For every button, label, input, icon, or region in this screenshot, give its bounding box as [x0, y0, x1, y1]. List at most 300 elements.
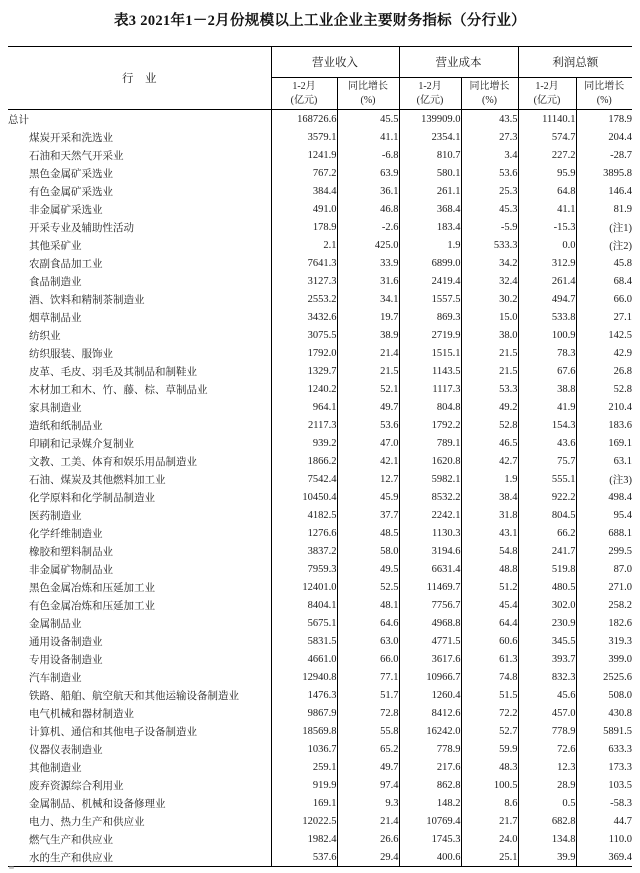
cost-value-cell: 368.4 [399, 200, 461, 218]
cost-value-cell: 1.9 [399, 236, 461, 254]
cost-growth-cell: 54.8 [461, 542, 518, 560]
cost-value-cell: 1260.4 [399, 686, 461, 704]
cost-value-cell: 139909.0 [399, 110, 461, 129]
cost-value-cell: 1620.8 [399, 452, 461, 470]
revenue-growth-cell: -6.8 [337, 146, 399, 164]
profit-growth-cell: 45.8 [576, 254, 632, 272]
cost-value-cell: 1143.5 [399, 362, 461, 380]
table-row [8, 110, 632, 129]
table-row [8, 398, 632, 416]
profit-growth-cell: 688.1 [576, 524, 632, 542]
cost-growth-cell: 3.4 [461, 146, 518, 164]
growth-label: 同比增长 [469, 81, 510, 92]
profit-value-cell: 78.3 [518, 344, 576, 362]
profit-growth-cell: 430.8 [576, 704, 632, 722]
profit-growth-cell: 103.5 [576, 776, 632, 794]
revenue-value-cell: 1241.9 [271, 146, 337, 164]
table-row [8, 182, 632, 200]
table-row [8, 560, 632, 578]
profit-value-cell: 66.2 [518, 524, 576, 542]
cost-value-cell: 11469.7 [399, 578, 461, 596]
cost-value-cell: 8532.2 [399, 488, 461, 506]
profit-growth-cell: 173.3 [576, 758, 632, 776]
unit-label: (亿元) [290, 94, 318, 106]
cost-growth-cell: 48.3 [461, 758, 518, 776]
profit-value-cell: 555.1 [518, 470, 576, 488]
revenue-amount-header [271, 78, 337, 110]
table-row [8, 578, 632, 596]
cost-value-cell: 789.1 [399, 434, 461, 452]
growth-label: 同比增长 [584, 81, 625, 92]
cost-value-cell: 4968.8 [399, 614, 461, 632]
revenue-growth-cell: 72.8 [337, 704, 399, 722]
cost-growth-cell: 32.4 [461, 272, 518, 290]
profit-growth-cell: 146.4 [576, 182, 632, 200]
revenue-value-cell: 7641.3 [271, 254, 337, 272]
industry-cell: 总计 [8, 114, 29, 126]
cost-growth-cell: 49.2 [461, 398, 518, 416]
cost-growth-cell: 48.8 [461, 560, 518, 578]
table-row [8, 614, 632, 632]
page-title: 表3 2021年1－2月份规模以上工业企业主要财务指标（分行业） [114, 13, 526, 29]
industry-cell: 黑色金属矿采选业 [29, 168, 113, 180]
revenue-value-cell: 3127.3 [271, 272, 337, 290]
revenue-growth-cell: 21.4 [337, 812, 399, 830]
table-header [8, 47, 632, 110]
cost-growth-cell: 59.9 [461, 740, 518, 758]
percent-label: (%) [482, 94, 497, 106]
revenue-growth-cell: 63.0 [337, 632, 399, 650]
industry-cell: 专用设备制造业 [29, 654, 103, 666]
cost-growth-cell: 53.6 [461, 164, 518, 182]
profit-growth-cell: 178.9 [576, 110, 632, 129]
profit-value-cell: 0.5 [518, 794, 576, 812]
cost-value-cell: 4771.5 [399, 632, 461, 650]
profit-group-header: 利润总额 [518, 47, 632, 78]
cost-growth-cell: 38.0 [461, 326, 518, 344]
industry-cell: 印刷和记录媒介复制业 [29, 438, 134, 450]
cost-growth-cell: 46.5 [461, 434, 518, 452]
table-row [8, 452, 632, 470]
revenue-value-cell: 169.1 [271, 794, 337, 812]
revenue-value-cell: 1792.0 [271, 344, 337, 362]
revenue-growth-cell: 48.5 [337, 524, 399, 542]
industry-cell: 皮革、毛皮、羽毛及其制品和制鞋业 [29, 366, 197, 378]
profit-value-cell: -15.3 [518, 218, 576, 236]
revenue-value-cell: 3075.5 [271, 326, 337, 344]
profit-growth-cell: (注2) [576, 236, 632, 254]
profit-growth-cell: 44.7 [576, 812, 632, 830]
revenue-growth-cell: 66.0 [337, 650, 399, 668]
revenue-growth-header [337, 78, 399, 110]
industry-cell: 废弃资源综合利用业 [29, 780, 124, 792]
revenue-value-cell: 7542.4 [271, 470, 337, 488]
financial-indicators-table [8, 46, 632, 867]
cost-value-cell: 810.7 [399, 146, 461, 164]
profit-growth-cell: 204.4 [576, 128, 632, 146]
profit-value-cell: 41.9 [518, 398, 576, 416]
revenue-value-cell: 5675.1 [271, 614, 337, 632]
profit-growth-cell: 258.2 [576, 596, 632, 614]
table-row [8, 128, 632, 146]
cost-growth-cell: 52.7 [461, 722, 518, 740]
industry-cell: 家具制造业 [29, 402, 82, 414]
cost-value-cell: 183.4 [399, 218, 461, 236]
table-row [8, 686, 632, 704]
industry-cell: 农副食品加工业 [29, 258, 103, 270]
profit-value-cell: 533.8 [518, 308, 576, 326]
revenue-growth-cell: 34.1 [337, 290, 399, 308]
table-row [8, 506, 632, 524]
cost-growth-cell: 74.8 [461, 668, 518, 686]
revenue-value-cell: 1036.7 [271, 740, 337, 758]
table-row [8, 308, 632, 326]
profit-growth-cell: 319.3 [576, 632, 632, 650]
profit-value-cell: 28.9 [518, 776, 576, 794]
period-label: 1-2月 [292, 81, 316, 92]
industry-cell: 酒、饮料和精制茶制造业 [29, 294, 145, 306]
cost-growth-cell: 45.3 [461, 200, 518, 218]
revenue-growth-cell: 21.4 [337, 344, 399, 362]
cost-growth-cell: 21.7 [461, 812, 518, 830]
profit-growth-cell: 271.0 [576, 578, 632, 596]
profit-value-cell: 682.8 [518, 812, 576, 830]
revenue-growth-cell: 33.9 [337, 254, 399, 272]
profit-growth-cell: 87.0 [576, 560, 632, 578]
table-row [8, 632, 632, 650]
cost-growth-header [461, 78, 518, 110]
profit-value-cell: 312.9 [518, 254, 576, 272]
table-row [8, 488, 632, 506]
cost-amount-header [399, 78, 461, 110]
table-row [8, 758, 632, 776]
cost-growth-cell: 45.4 [461, 596, 518, 614]
profit-growth-cell: 5891.5 [576, 722, 632, 740]
industry-cell: 造纸和纸制品业 [29, 420, 103, 432]
cost-growth-cell: 43.5 [461, 110, 518, 129]
table-row [8, 362, 632, 380]
industry-cell: 水的生产和供应业 [29, 852, 113, 864]
cost-growth-cell: 21.5 [461, 344, 518, 362]
profit-value-cell: 345.5 [518, 632, 576, 650]
cost-growth-cell: 43.1 [461, 524, 518, 542]
revenue-value-cell: 18569.8 [271, 722, 337, 740]
industry-cell: 金属制品业 [29, 618, 82, 630]
table-row [8, 380, 632, 398]
industry-cell: 黑色金属冶炼和压延加工业 [29, 582, 155, 594]
cost-value-cell: 261.1 [399, 182, 461, 200]
profit-growth-cell: 142.5 [576, 326, 632, 344]
revenue-value-cell: 4182.5 [271, 506, 337, 524]
table-body [8, 110, 632, 867]
cost-value-cell: 580.1 [399, 164, 461, 182]
profit-value-cell: 494.7 [518, 290, 576, 308]
profit-growth-cell: 169.1 [576, 434, 632, 452]
revenue-group-header: 营业收入 [271, 47, 399, 78]
industry-cell: 有色金属冶炼和压延加工业 [29, 600, 155, 612]
industry-cell: 其他制造业 [29, 762, 82, 774]
revenue-value-cell: 1476.3 [271, 686, 337, 704]
profit-value-cell: 38.8 [518, 380, 576, 398]
cost-value-cell: 3194.6 [399, 542, 461, 560]
profit-value-cell: 302.0 [518, 596, 576, 614]
group-header-row [8, 47, 632, 78]
table-row [8, 218, 632, 236]
cost-growth-cell: 100.5 [461, 776, 518, 794]
revenue-growth-cell: 52.1 [337, 380, 399, 398]
cost-growth-cell: 72.2 [461, 704, 518, 722]
revenue-growth-cell: 49.5 [337, 560, 399, 578]
cost-growth-cell: 24.0 [461, 830, 518, 848]
profit-value-cell: 67.6 [518, 362, 576, 380]
cost-value-cell: 5982.1 [399, 470, 461, 488]
industry-cell: 石油和天然气开采业 [29, 150, 124, 162]
profit-growth-cell: (注3) [576, 470, 632, 488]
cost-value-cell: 148.2 [399, 794, 461, 812]
profit-value-cell: 261.4 [518, 272, 576, 290]
industry-cell: 食品制造业 [29, 276, 82, 288]
table-row [8, 272, 632, 290]
cost-growth-cell: 52.8 [461, 416, 518, 434]
industry-cell: 其他采矿业 [29, 240, 82, 252]
cost-growth-cell: 533.3 [461, 236, 518, 254]
cost-group-header: 营业成本 [399, 47, 518, 78]
table-row [8, 524, 632, 542]
revenue-growth-cell: 31.6 [337, 272, 399, 290]
profit-growth-cell: 52.8 [576, 380, 632, 398]
revenue-growth-cell: 49.7 [337, 398, 399, 416]
revenue-value-cell: 2553.2 [271, 290, 337, 308]
cost-growth-cell: 1.9 [461, 470, 518, 488]
profit-growth-cell: 95.4 [576, 506, 632, 524]
profit-amount-header [518, 78, 576, 110]
revenue-growth-cell: 63.9 [337, 164, 399, 182]
profit-growth-cell: 210.4 [576, 398, 632, 416]
cost-value-cell: 1117.3 [399, 380, 461, 398]
cost-growth-cell: 51.2 [461, 578, 518, 596]
revenue-value-cell: 919.9 [271, 776, 337, 794]
cost-value-cell: 1745.3 [399, 830, 461, 848]
industry-cell: 燃气生产和供应业 [29, 834, 113, 846]
industry-cell: 橡胶和塑料制品业 [29, 546, 113, 558]
table-row [8, 668, 632, 686]
profit-growth-cell: 42.9 [576, 344, 632, 362]
revenue-value-cell: 8404.1 [271, 596, 337, 614]
profit-growth-cell: (注1) [576, 218, 632, 236]
industry-cell: 医药制造业 [29, 510, 82, 522]
revenue-value-cell: 3837.2 [271, 542, 337, 560]
revenue-growth-cell: -2.6 [337, 218, 399, 236]
industry-cell: 纺织业 [29, 330, 61, 342]
cost-value-cell: 3617.6 [399, 650, 461, 668]
table-row [8, 326, 632, 344]
revenue-growth-cell: 36.1 [337, 182, 399, 200]
cost-growth-cell: 15.0 [461, 308, 518, 326]
revenue-value-cell: 2117.3 [271, 416, 337, 434]
profit-value-cell: 393.7 [518, 650, 576, 668]
cost-growth-cell: 38.4 [461, 488, 518, 506]
cost-value-cell: 2419.4 [399, 272, 461, 290]
industry-cell: 文教、工美、体育和娱乐用品制造业 [29, 456, 197, 468]
revenue-value-cell: 2.1 [271, 236, 337, 254]
profit-value-cell: 12.3 [518, 758, 576, 776]
revenue-value-cell: 1276.6 [271, 524, 337, 542]
revenue-growth-cell: 425.0 [337, 236, 399, 254]
industry-cell: 电气机械和器材制造业 [29, 708, 134, 720]
cost-growth-cell: 61.3 [461, 650, 518, 668]
industry-column-header: 行 业 [8, 47, 271, 110]
revenue-value-cell: 178.9 [271, 218, 337, 236]
profit-growth-header [576, 78, 632, 110]
table-row [8, 236, 632, 254]
revenue-value-cell: 3432.6 [271, 308, 337, 326]
cost-value-cell: 1557.5 [399, 290, 461, 308]
revenue-value-cell: 491.0 [271, 200, 337, 218]
cost-growth-cell: 25.1 [461, 848, 518, 867]
cost-growth-cell: 31.8 [461, 506, 518, 524]
cost-value-cell: 6899.0 [399, 254, 461, 272]
revenue-growth-cell: 42.1 [337, 452, 399, 470]
cost-value-cell: 1130.3 [399, 524, 461, 542]
industry-cell: 铁路、船舶、航空航天和其他运输设备制造业 [29, 690, 239, 702]
profit-growth-cell: 3895.8 [576, 164, 632, 182]
industry-cell: 电力、热力生产和供应业 [29, 816, 145, 828]
period-label: 1-2月 [535, 81, 559, 92]
revenue-growth-cell: 77.1 [337, 668, 399, 686]
industry-cell: 化学原料和化学制品制造业 [29, 492, 155, 504]
table-row [8, 848, 632, 867]
profit-value-cell: 45.6 [518, 686, 576, 704]
profit-value-cell: 480.5 [518, 578, 576, 596]
revenue-value-cell: 7959.3 [271, 560, 337, 578]
industry-cell: 非金属矿采选业 [29, 204, 103, 216]
table-row [8, 740, 632, 758]
revenue-growth-cell: 49.7 [337, 758, 399, 776]
table-row [8, 416, 632, 434]
table-row [8, 470, 632, 488]
cost-value-cell: 2719.9 [399, 326, 461, 344]
revenue-growth-cell: 53.6 [337, 416, 399, 434]
industry-cell: 开采专业及辅助性活动 [29, 222, 134, 234]
profit-growth-cell: 182.6 [576, 614, 632, 632]
industry-cell: 汽车制造业 [29, 672, 82, 684]
table-row [8, 434, 632, 452]
industry-cell: 化学纤维制造业 [29, 528, 103, 540]
cost-growth-cell: 51.5 [461, 686, 518, 704]
revenue-value-cell: 12401.0 [271, 578, 337, 596]
profit-value-cell: 227.2 [518, 146, 576, 164]
revenue-growth-cell: 26.6 [337, 830, 399, 848]
revenue-value-cell: 537.6 [271, 848, 337, 867]
industry-cell: 通用设备制造业 [29, 636, 103, 648]
revenue-growth-cell: 19.7 [337, 308, 399, 326]
cost-growth-cell: 21.5 [461, 362, 518, 380]
profit-growth-cell: 299.5 [576, 542, 632, 560]
table-row [8, 290, 632, 308]
unit-label: (亿元) [416, 94, 444, 106]
table-row [8, 704, 632, 722]
profit-value-cell: 574.7 [518, 128, 576, 146]
profit-value-cell: 519.8 [518, 560, 576, 578]
revenue-growth-cell: 37.7 [337, 506, 399, 524]
profit-value-cell: 804.5 [518, 506, 576, 524]
revenue-value-cell: 259.1 [271, 758, 337, 776]
revenue-growth-cell: 58.0 [337, 542, 399, 560]
revenue-value-cell: 12940.8 [271, 668, 337, 686]
table-row [8, 812, 632, 830]
cost-value-cell: 217.6 [399, 758, 461, 776]
profit-value-cell: 39.9 [518, 848, 576, 867]
profit-value-cell: 43.6 [518, 434, 576, 452]
table-row [8, 542, 632, 560]
profit-growth-cell: 183.6 [576, 416, 632, 434]
industry-cell: 烟草制品业 [29, 312, 82, 324]
industry-cell: 木材加工和木、竹、藤、棕、草制品业 [29, 384, 208, 396]
revenue-value-cell: 767.2 [271, 164, 337, 182]
profit-value-cell: 72.6 [518, 740, 576, 758]
profit-growth-cell: 27.1 [576, 308, 632, 326]
unit-label: (亿元) [533, 94, 561, 106]
revenue-growth-cell: 29.4 [337, 848, 399, 867]
table-row [8, 254, 632, 272]
cost-value-cell: 1792.2 [399, 416, 461, 434]
profit-growth-cell: -28.7 [576, 146, 632, 164]
cost-growth-cell: 27.3 [461, 128, 518, 146]
profit-value-cell: 778.9 [518, 722, 576, 740]
revenue-value-cell: 939.2 [271, 434, 337, 452]
scan-artifact-mark [9, 866, 14, 869]
profit-growth-cell: 633.3 [576, 740, 632, 758]
cost-value-cell: 862.8 [399, 776, 461, 794]
profit-growth-cell: 369.4 [576, 848, 632, 867]
profit-growth-cell: 399.0 [576, 650, 632, 668]
percent-label: (%) [596, 94, 612, 106]
table-row [8, 722, 632, 740]
table-row [8, 146, 632, 164]
revenue-value-cell: 1982.4 [271, 830, 337, 848]
cost-value-cell: 869.3 [399, 308, 461, 326]
cost-value-cell: 16242.0 [399, 722, 461, 740]
cost-value-cell: 2242.1 [399, 506, 461, 524]
profit-value-cell: 11140.1 [518, 110, 576, 129]
cost-value-cell: 10769.4 [399, 812, 461, 830]
profit-value-cell: 230.9 [518, 614, 576, 632]
cost-growth-cell: 64.4 [461, 614, 518, 632]
revenue-growth-cell: 51.7 [337, 686, 399, 704]
revenue-growth-cell: 47.0 [337, 434, 399, 452]
profit-value-cell: 64.8 [518, 182, 576, 200]
profit-growth-cell: 508.0 [576, 686, 632, 704]
profit-value-cell: 134.8 [518, 830, 576, 848]
revenue-growth-cell: 97.4 [337, 776, 399, 794]
revenue-value-cell: 1866.2 [271, 452, 337, 470]
profit-value-cell: 832.3 [518, 668, 576, 686]
profit-growth-cell: 498.4 [576, 488, 632, 506]
cost-growth-cell: -5.9 [461, 218, 518, 236]
profit-growth-cell: 63.1 [576, 452, 632, 470]
cost-growth-cell: 8.6 [461, 794, 518, 812]
cost-value-cell: 400.6 [399, 848, 461, 867]
revenue-growth-cell: 52.5 [337, 578, 399, 596]
profit-growth-cell: -58.3 [576, 794, 632, 812]
cost-value-cell: 6631.4 [399, 560, 461, 578]
cost-growth-cell: 60.6 [461, 632, 518, 650]
profit-value-cell: 457.0 [518, 704, 576, 722]
industry-cell: 煤炭开采和洗选业 [29, 132, 113, 144]
profit-growth-cell: 2525.6 [576, 668, 632, 686]
industry-cell: 仪器仪表制造业 [29, 744, 103, 756]
revenue-growth-cell: 65.2 [337, 740, 399, 758]
